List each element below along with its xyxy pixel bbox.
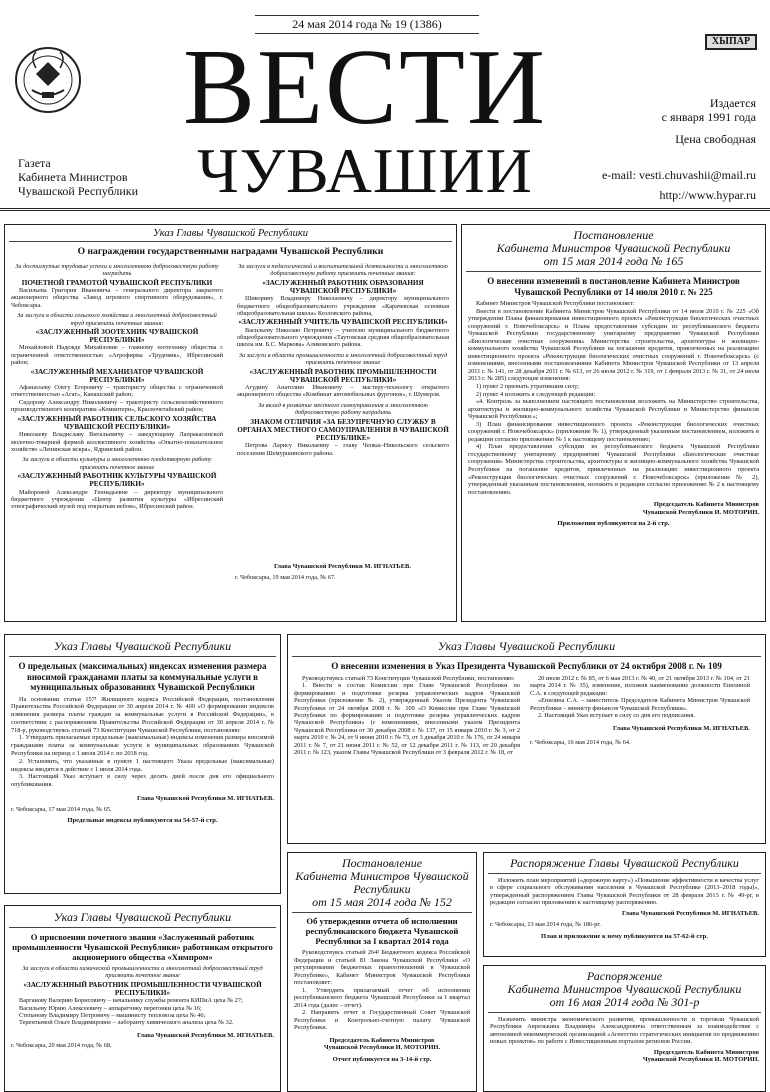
masthead	[0, 0, 770, 212]
intro-text: За заслуги в педагогической и воспитательной деятельности и многолетнюю добросовестную работу присвоить почетные звания:	[238, 263, 448, 278]
paragraph: Агудину Анатолию Ивановичу – мастеру-технологу открытого акционерного общества «Комбинат автомобильных фургонов», г. Шумерля.	[237, 384, 449, 399]
hypar-badge	[705, 34, 757, 50]
paragraph: На основании статьи 157¹ Жилищного кодекса Российской Федерации, постановления Правительства Российской Федерации от 30 апреля 2014 г. № 400 «О формировании индексов изменения размера платы граждан за коммунальные услуги в Российской Федерации», в соответствии с распоряжением Правительства Российской Федерации от 30 апреля 2014 г. № 718-р, руководствуясь статьей 73 Конституции Чувашской Республики, постановляю:	[11, 695, 274, 734]
award-heading: «ЗАСЛУЖЕННЫЙ ЗООТЕХНИК ЧУВАШСКОЙ РЕСПУБЛИКИ»	[35, 328, 199, 345]
publication-note: Предельные индексы публикуются на 54-57-й стр.	[67, 817, 218, 825]
article-utility-indexes	[4, 634, 281, 894]
publication-note: Приложения публикуются на 2-й стр.	[557, 520, 670, 528]
signature: Глава Чувашской Республики М. ИГНАТЬЕВ.	[136, 795, 274, 803]
paragraph: 3. Настоящий Указ вступает в силу через десять дней после дня его официального опубликования.	[11, 773, 274, 789]
article-column-left	[5, 260, 229, 511]
article-title: О награждении государственными наградами Чувашской Республики	[77, 246, 384, 257]
publisher-line: Кабинета Министров	[18, 170, 128, 184]
intro-text: За заслуги в области промышленности и многолетний добросовестный труд присвоить почетное звание	[238, 351, 448, 367]
paragraph: Петрова Ларису Николаевну – главу Чепкас-Никольского сельского поселения Шемуршинского района.	[237, 442, 449, 457]
paragraph: Шикорину Владимиру Николаевичу – директору муниципального бюджетного общеобразовательного учреждения «Карачевская основная общеобразовательная школа» Козловского района,	[237, 295, 449, 318]
masthead-subtitle: ЧУВАШИИ	[197, 135, 533, 206]
divider	[466, 271, 761, 272]
article-rubric: от 15 мая 2014 года № 165	[543, 254, 684, 268]
article-body	[294, 949, 470, 1032]
intro-text: За достигнутые трудовые успехи и многолетнюю добросовестную работу наградить	[15, 263, 219, 278]
signature: Глава Чувашской Республики М. ИГНАТЬЕВ.	[621, 909, 759, 917]
article-rubric: Распоряжение Главы Чувашской Республики	[488, 853, 761, 874]
intro-text: За вклад в развитие местного самоуправления и многолетнюю добросовестную работу наградить	[258, 401, 428, 417]
paragraph: 3) План финансирования инвестиционного проекта «Реконструкция биологических очистных сооружений г. Новочебоксарск» (приложение № 1), утвержденный указанным постановлением, изложить в редакции согласно приложению № 1 к настоящему постановлению;	[468, 420, 759, 443]
article-column-left	[294, 675, 520, 756]
signature: Глава Чувашской Республики М. ИГНАТЬЕВ.	[136, 1031, 274, 1039]
award-heading: ПОЧЕТНОЙ ГРАМОТОЙ ЧУВАШСКОЙ РЕСПУБЛИКИ	[21, 278, 213, 287]
article-title: Об утверждении отчета об исполнении республиканского бюджета Чувашской Республики за I квартал 2014 года	[305, 916, 459, 946]
article-rubric: Указ Главы Чувашской Республики	[9, 635, 276, 657]
divider	[292, 912, 472, 913]
article-decree-109	[287, 634, 766, 844]
article-order-301	[483, 965, 766, 1092]
article-rubric: Кабинета Министров Чувашской Республики	[496, 241, 731, 255]
paragraph: 20 июля 2012 г. № 85, от 6 мая 2013 г. № 40, от 21 октября 2013 г. № 104, от 21 марта 2014 г. № 35), изменение, изложив наименование должности Енилиной С.А. в следующей редакции:	[530, 675, 750, 697]
paragraph: Руководствуясь статьей 73 Конституции Чувашской Республики, постановляю:	[302, 675, 515, 682]
article-title: О внесении изменений в постановление Кабинета Министров Чувашской Республики от 14 июля 2010 г. № 225	[487, 276, 740, 297]
publisher-line: Чувашской Республики	[18, 184, 139, 198]
article-rubric: Постановление	[573, 228, 654, 242]
paragraph: 4) План предоставления субсидии из республиканского бюджета Чувашской Республики государственному унитарному предприятию Чувашской Республики «Биологические очистные сооружения» Министерства строительства, архитектуры и жилищно-коммунального хозяйства Чувашской Республики на погашение кредитов, привлеченных на реализацию инвестиционного проекта «Реконструкция биологических очистных сооружений г. Новочебоксарск» (приложение № 2), утвержденный указанным постановлением, изложить в редакции согласно приложению № 2 к настоящему постановлению.	[468, 443, 759, 496]
article-rubric: Указ Главы Чувашской Республики	[9, 906, 276, 928]
article-rubric: Указ Главы Чувашской Республики	[292, 635, 761, 657]
article-rubric: от 16 мая 2014 года № 301-р	[549, 995, 700, 1009]
paragraph: 1) пункт 2 признать утратившим силу;	[476, 383, 580, 391]
paragraph: «4. Контроль за выполнением настоящего постановления возложить на Министерство строительства, архитектуры и жилищно-коммунального хозяйства Чувашской Республики и Министерство финансов Чувашской Республики.»;	[468, 398, 759, 421]
intro-text: За заслуги в области культуры и многолетнюю плодотворную работу присвоить почетное звание	[22, 456, 212, 471]
place-date: г. Чебоксары, 17 мая 2014 года, № 65.	[11, 805, 112, 813]
signature: Глава Чувашской Республики М. ИГНАТЬЕВ.	[273, 563, 412, 570]
paragraph: Кабинет Министров Чувашской Республики постановляет:	[476, 300, 635, 307]
article-khimprom	[4, 905, 281, 1092]
article-body	[5, 965, 280, 1027]
award-heading: ЗНАКОМ ОТЛИЧИЯ «ЗА БЕЗУПРЕЧНУЮ СЛУЖБУ В ОРГАНАХ МЕСТНОГО САМОУПРАВЛЕНИЯ В ЧУВАШСКОЙ РЕСПУБЛИКЕ»	[237, 417, 449, 443]
publication-note: План и приложение к нему публикуются на 57-62-й стр.	[541, 932, 708, 940]
divider	[488, 1012, 761, 1013]
paragraph: 2) пункт 4 изложить в следующей редакции:	[476, 390, 596, 398]
place-date: г. Чебоксары, 19 мая 2014 года, № 67.	[235, 573, 336, 581]
article-title: О предельных (максимальных) индексах изменения размера вносимой гражданами платы за коммунальные услуги в муниципальных образованиях Чувашской Республики	[18, 661, 267, 692]
paragraph: Варганову Валерию Борисовичу – начальнику службы ремонта КИПиА цеха № 27;	[19, 997, 243, 1005]
signature: Чувашской Республики И. МОТОРИН.	[323, 1044, 441, 1052]
paragraph: 2. Установить, что указанные в пункте 1 настоящего Указа предельные (максимальные) индексы вводятся в действие с 1 июля 2014 года.	[11, 757, 274, 773]
article-rubric: от 15 мая 2014 года № 152	[312, 895, 452, 909]
article-rubric: Постановление	[341, 856, 423, 870]
badge-label: ХЫПАР	[711, 36, 751, 47]
publisher-line: Газета	[18, 156, 51, 170]
paragraph: Степанову Владимиру Петровичу – машинисту тепловоза цеха № 46;	[19, 1012, 206, 1020]
article-awards	[4, 224, 457, 622]
paragraph: Руководствуясь статьей 264² Бюджетного кодекса Российской Федерации и статьей 81 Закона Чувашской Республики «О регулировании бюджетных правоотношений в Чувашской Республике», Кабинет Министров Чувашской Республики постановляет:	[294, 949, 470, 987]
article-body	[490, 877, 759, 907]
article-rubric: Кабинета Министров Чувашской Республики	[507, 982, 742, 996]
place-date: г. Чебоксары, 20 мая 2014 года, № 68.	[11, 1042, 112, 1050]
since-line: с января 1991 года	[661, 110, 756, 124]
paragraph: Внести в постановление Кабинета Министров Чувашской Республики от 14 июля 2010 г. № 225 «Об утверждении Плана финансирования инвестиционного проекта «Реконструкция биологических очистных сооружений г. Новочебоксарск» и Плана предоставления субсидии из республиканского бюджета Чувашской Республики государственному унитарному предприятию Чувашской Республики «Биологические очистные сооружения» Министерства строительства, архитектуры и жилищно-коммунального хозяйства Чувашской Республики на погашение кредитов, привлеченных на реализацию инвестиционного проекта «Реконструкция биологических очистных сооружений г. Новочебоксарск» (с изменениями, внесенными постановлениями Кабинета Министров Чувашской Республики от 13 апреля 2011 г. № 141, от 28 декабря 2011 г. № 613, от 26 июля 2012 г. № 319, от 1 февраля 2013 г. № 31, от 24 июля 2013 г. № 285) следующие изменения:	[468, 307, 759, 383]
paragraph: 1. Утвердить прилагаемые предельные (максимальные) индексы изменения размера вносимой гражданами платы за коммунальные услуги в муниципальных образованиях Чувашской Республики на период с 1 июля 2014 г. по 2018 год.	[11, 734, 274, 758]
article-rubric: Указ Главы Чувашской Республики	[9, 225, 452, 242]
article-rubric: Кабинета Министров Чувашской Республики	[295, 869, 469, 896]
emblem-icon	[14, 40, 82, 120]
article-body	[468, 300, 759, 496]
paragraph: Майоровой Александре Геннадьевне – директору муниципального бюджетного учреждения «Центр развития культуры «Ибресинский этнографический музей под открытым небом», Ибресинский район.	[11, 488, 223, 511]
article-title: О внесении изменения в Указ Президента Чувашской Республики от 24 октября 2008 г. № 109	[331, 661, 722, 671]
place-date: г. Чебоксары, 16 мая 2014 года, № 64.	[530, 739, 631, 747]
paragraph: 1. Внести в состав Комиссии при Главе Чувашской Республики по формированию и подготовке резерва управленческих кадров Чувашской Республики (приложение № 2), утвержденный Указом Президента Чувашской Республики от 24 октября 2008 г. № 109 «О Комиссии при Главе Чувашской Республики по формированию и подготовке резерва управленческих кадров Чувашской Республики» (с изменениями, внесенными указом Президента Чувашской Республики от 30 декабря 2008 г. № 137, от 15 января 2010 г. № 3, от 2 марта 2010 г. № 24, от 9 июня 2010 г. № 73, от 3 декабря 2010 г. № 176, от 24 января 2011 г. № 7, от 21 июня 2011 г. № 52, от 12 декабря 2011 г. № 113, от 20 декабря 2011 г. № 123, указом Главы Чувашской Республики от 3 февраля 2012 г. № 18, от	[294, 682, 520, 757]
issue-number: 24 мая 2014 года № 19 (1386)	[292, 17, 442, 31]
masthead-rule	[0, 208, 770, 214]
award-heading: «ЗАСЛУЖЕННЫЙ РАБОТНИК ПРОМЫШЛЕННОСТИ ЧУВАШСКОЙ РЕСПУБЛИКИ»	[23, 980, 262, 998]
paragraph: Афанасьеву Олегу Егоровичу – трактористу общества с ограниченной ответственностью «Агат», Канашский район;	[11, 384, 223, 399]
award-heading: «ЗАСЛУЖЕННЫЙ РАБОТНИК ОБРАЗОВАНИЯ ЧУВАШСКОЙ РЕСПУБЛИКИ»	[262, 278, 424, 296]
paragraph: Терентьевой Ольге Владимировне – лаборанту химического анализа цеха № 32.	[19, 1019, 234, 1027]
issue-line	[255, 15, 479, 16]
paragraph: Михайловой Надежде Михайловне – главному зоотехнику общества с ограниченной ответственностью «Агрофирма «Трудовик», Ибресинский район;	[11, 344, 223, 367]
place-date: г. Чебоксары, 13 мая 2014 года, № 186-рг.	[490, 921, 601, 929]
award-heading: «ЗАСЛУЖЕННЫЙ МЕХАНИЗАТОР ЧУВАШСКОЙ РЕСПУБЛИКИ»	[30, 367, 204, 384]
publication-note: Отчет публикуется на 3-14-й стр.	[332, 1056, 432, 1064]
article-resolution-165	[461, 224, 766, 622]
article-order-head	[483, 852, 766, 957]
since-line: Издается	[709, 96, 756, 110]
paragraph: Сидорову Александру Николаевичу – трактористу сельскохозяйственного производственного кооператива «Коминтерн», Красночетайский район;	[11, 398, 223, 414]
article-body	[490, 1016, 759, 1046]
paragraph: Васильева Григория Ивановича – генерального директора закрытого акционерного общества «Завод игрового спортивного оборудования», г. Чебоксары.	[11, 287, 223, 309]
signature: Председатель Кабинета Министров	[329, 1036, 435, 1044]
paragraph: Васильеву Николаю Петровичу – учителю муниципального бюджетного общеобразовательного учреждения «Таутовская средняя общеобразовательная школа им. Б.С. Маркова» Аликовского района.	[237, 326, 449, 349]
article-column-right	[231, 260, 455, 457]
award-heading: «ЗАСЛУЖЕННЫЙ РАБОТНИК ПРОМЫШЛЕННОСТИ ЧУВАШСКОЙ РЕСПУБЛИКИ»	[249, 367, 437, 384]
paragraph: 1. Утвердить прилагаемый отчет об исполнении республиканского бюджета Чувашской Республики за I квартал 2014 года (далее – отчет).	[294, 986, 470, 1009]
article-body	[11, 696, 274, 790]
paragraph: 2. Настоящий Указ вступает в силу со дня его подписания.	[538, 712, 695, 720]
award-heading: «ЗАСЛУЖЕННЫЙ УЧИТЕЛЬ ЧУВАШСКОЙ РЕСПУБЛИКИ»	[238, 318, 448, 327]
intro-text: За заслуги в области сельского хозяйства и многолетний добросовестный труд присвоить почетные звания:	[17, 312, 217, 327]
paragraph: Изложить план мероприятий («дорожную карту») «Повышение эффективности и качества услуг в сфере социального обслуживания населения в Чувашской Республике (2013–2018 годы)», утвержденный распоряжением Главы Чувашской Республики от 28 февраля 2013 г. № 49-рг, в редакции согласно приложению к настоящему распоряжению.	[490, 877, 759, 907]
article-title: О присвоении почетного звания «Заслуженный работник промышленности Чувашской Республики» работникам открытого акционерного общества «Химпром»	[12, 932, 273, 962]
paragraph: Николаеву Владиславу Витальевичу – заведующему Лапракасинской молочно-товарной фермой коллективного хозяйства «Опытно-показательное хозяйство «Ленинская искра», Ядринский район.	[11, 431, 223, 453]
signature: Председатель Кабинета Министров	[653, 501, 759, 509]
email[interactable]: e-mail: vesti.chuvashii@mail.ru	[601, 168, 756, 182]
paragraph: 2. Направить отчет в Государственный Совет Чувашской Республики и Контрольно-счетную палату Чувашской Республики.	[294, 1009, 470, 1032]
publisher-info	[18, 156, 138, 198]
award-heading: «ЗАСЛУЖЕННЫЙ РАБОТНИК СЕЛЬСКОГО ХОЗЯЙСТВА ЧУВАШСКОЙ РЕСПУБЛИКИ»	[17, 414, 217, 431]
signature: Чувашской Республики И. МОТОРИН.	[642, 1056, 759, 1064]
website[interactable]: http://www.hypar.ru	[659, 188, 756, 202]
masthead-title: ВЕСТИ	[182, 28, 547, 147]
price: Цена свободная	[675, 132, 756, 146]
since-info	[662, 96, 756, 124]
signature: Председатель Кабинета Министров	[653, 1048, 759, 1056]
paragraph: Назначить министра экономического развития, промышленности и торговли Чувашской Республики Аврелькина Владимира Александровича ответственным за взаимодействие с автономной некоммерческой организацией «Агентство стратегических инициатив по продвижению новых проектов» по работе с Инвестиционным порталом регионов России.	[490, 1016, 759, 1046]
signature: Чувашской Республики И. МОТОРИН.	[642, 508, 759, 516]
article-column-right	[524, 675, 756, 746]
signature: Глава Чувашской Республики М. ИГНАТЬЕВ.	[612, 725, 750, 733]
intro-text: За заслуги в области химической промышленности и многолетний добросовестный труд присвоить почетное звание	[22, 965, 263, 980]
paragraph: Васильеву Юрию Алексеевичу – аппаратчику перегонки цеха № 16;	[19, 1004, 202, 1012]
paragraph: «Енилина С.А. – заместитель Председателя Кабинета Министров Чувашской Республики – министр финансов Чувашской Республики».	[530, 697, 750, 712]
article-body	[530, 675, 750, 719]
article-resolution-152	[287, 852, 477, 1092]
award-heading: «ЗАСЛУЖЕННЫЙ РАБОТНИК КУЛЬТУРЫ ЧУВАШСКОЙ РЕСПУБЛИКИ»	[17, 472, 217, 489]
article-rubric: Распоряжение	[586, 969, 663, 983]
